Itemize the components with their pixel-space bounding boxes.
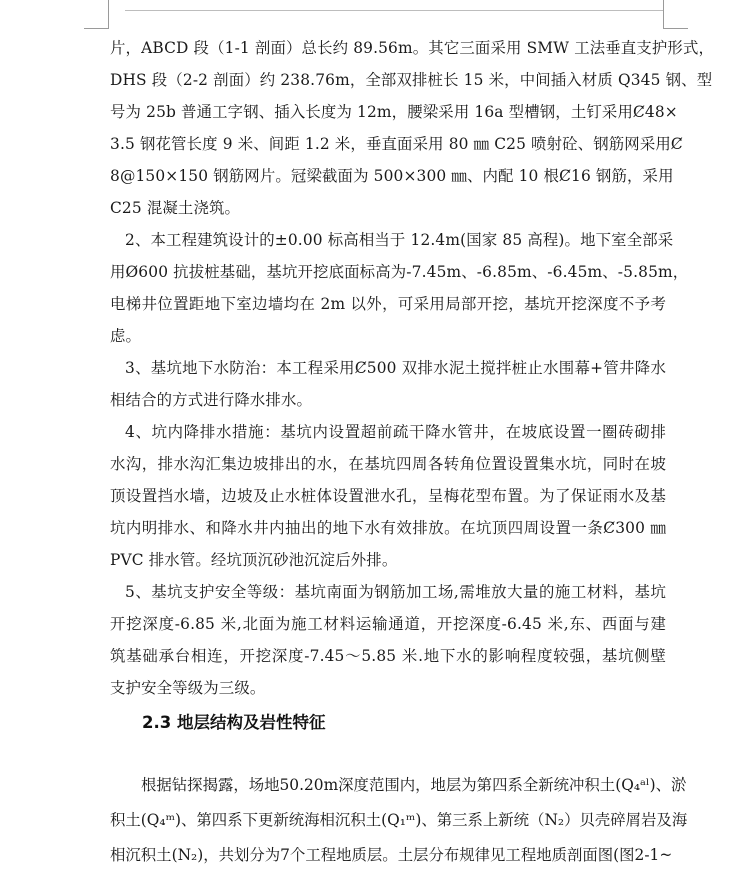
text-line: C25 混凝土浇筑。	[110, 199, 241, 217]
body-text-lower	[110, 768, 688, 873]
text-line: 3、基坑地下水防治：本工程采用Ȼ500 双排水泥土搅拌桩止水围幕+管井降水	[125, 359, 666, 377]
text-line: 水沟，排水沟汇集边坡排出的水，在基坑四周各转角位置设置集水坑，同时在坡	[110, 455, 666, 473]
text-line: 虑。	[110, 327, 142, 345]
text-line: 片，ABCD 段（1-1 剖面）总长约 89.56m。其它三面采用 SMW 工法垂直支护形式，	[110, 39, 715, 57]
text-line: PVC 排水管。经坑顶沉砂池沉淀后外排。	[110, 551, 398, 569]
text-line: 积土(Q₄ᵐ)、第四系下更新统海相沉积土(Q₁ᵐ)、第三系上新统（N₂）贝壳碎屑岩及海	[110, 811, 688, 829]
text-line: 电梯井位置距地下室边墙均在 2m 以外，可采用局部开挖，基坑开挖深度不予考	[110, 295, 666, 313]
text-line: 相结合的方式进行降水排水。	[110, 391, 313, 409]
text-line: 用Ø600 抗拔桩基础，基坑开挖底面标高为-7.45m、-6.85m、-6.45m、-5.85m，	[110, 263, 689, 281]
body-text-upper	[110, 32, 715, 704]
text-line: 坑内明排水、和降水井内抽出的地下水有效排放。在坑顶四周设置一条Ȼ300 ㎜	[110, 519, 666, 537]
page-header-line	[125, 10, 663, 11]
text-line: 顶设置挡水墙，边坡及止水桩体设置泄水孔，呈梅花型布置。为了保证雨水及基	[110, 487, 666, 505]
page-corner-mark-right	[663, 0, 688, 29]
text-line: 根据钻探揭露，场地50.20m深度范围内，地层为第四系全新统冲积土(Q₄ᵃˡ)、淤	[141, 776, 687, 794]
section-heading: 2.3 地层结构及岩性特征	[142, 713, 326, 732]
text-line: 4、坑内降排水措施：基坑内设置超前疏干降水管井，在坡底设置一圈砖砌排	[125, 423, 666, 441]
text-line: 开挖深度-6.85 米,北面为施工材料运输通道，开挖深度-6.45 米,东、西面与建	[110, 615, 666, 633]
page-corner-mark-left	[84, 0, 109, 29]
text-line: 支护安全等级为三级。	[110, 679, 266, 697]
text-line: 相沉积土(N₂)，共划分为7个工程地质层。土层分布规律见工程地质剖面图(图2-1~	[110, 846, 673, 864]
text-line: 2、本工程建筑设计的±0.00 标高相当于 12.4m(国家 85 高程)。地下室全部采	[125, 231, 674, 249]
text-line: DHS 段（2-2 剖面）约 238.76m，全部双排桩长 15 米，中间插入材质 Q345 钢、型	[110, 71, 713, 89]
text-line: 5、基坑支护安全等级：基坑南面为钢筋加工场,需堆放大量的施工材料，基坑	[125, 583, 666, 601]
text-line: 8@150×150 钢筋网片。冠梁截面为 500×300 ㎜、内配 10 根Ȼ16 钢筋，采用	[110, 167, 674, 185]
text-line: 号为 25b 普通工字钢、插入长度为 12m，腰梁采用 16a 型槽钢，土钉采用Ȼ48×	[110, 103, 678, 121]
text-line: 3.5 钢花管长度 9 米、间距 1.2 米，垂直面采用 80 ㎜ C25 喷射砼、钢筋网采用Ȼ	[110, 135, 683, 153]
text-line: 筑基础承台相连，开挖深度-7.45～5.85 米.地下水的影响程度较强，基坑侧壁	[110, 647, 666, 665]
